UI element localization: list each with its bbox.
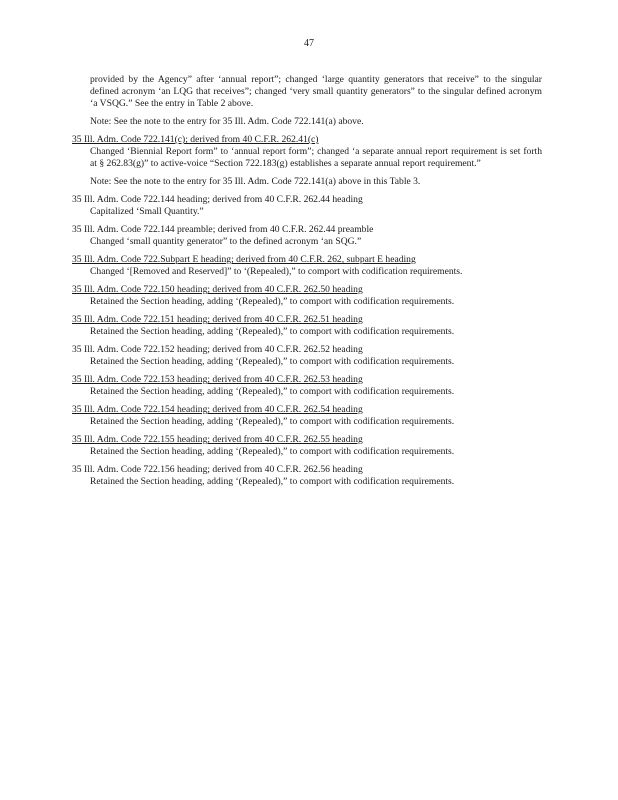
- table-entry: [72, 284, 542, 308]
- table-entry: [72, 464, 542, 488]
- entry-body: Retained the Section heading, adding ‘(Repealed),” to comport with codification requirements.: [90, 326, 455, 337]
- entry-heading: 35 Ill. Adm. Code 722.144 heading; derived from 40 C.F.R. 262.44 heading: [72, 194, 363, 205]
- intro-note: Note: See the note to the entry for 35 Ill. Adm. Code 722.141(a) above.: [90, 116, 364, 127]
- table-entry: [72, 344, 542, 368]
- intro-continuation: provided by the Agency” after ‘annual report”; changed ‘large quantity generators that receive” to the singular defined acronym ‘an LQG that receives”; changed ‘very small quantity generators” to the singular defined acronym ‘a VSQG.” See the entry in Table 2 above.: [90, 74, 542, 109]
- entry-body: Retained the Section heading, adding ‘(Repealed),” to comport with codification requirements.: [90, 446, 455, 457]
- table-entry: [72, 314, 542, 338]
- entry-note: Note: See the note to the entry for 35 Ill. Adm. Code 722.141(a) above in this Table 3.: [90, 176, 421, 187]
- entry-body: Changed ‘small quantity generator” to the defined acronym ‘an SQG.”: [90, 236, 362, 247]
- table-entry: [72, 224, 542, 248]
- entry-heading: 35 Ill. Adm. Code 722.153 heading; derived from 40 C.F.R. 262.53 heading: [72, 374, 363, 385]
- entry-heading: 35 Ill. Adm. Code 722.141(c); derived from 40 C.F.R. 262.41(c): [72, 134, 319, 145]
- entry-heading: 35 Ill. Adm. Code 722.152 heading; derived from 40 C.F.R. 262.52 heading: [72, 344, 363, 355]
- table-entry: [72, 194, 542, 218]
- page-content: [72, 74, 542, 488]
- intro-block: [90, 74, 542, 110]
- entry-body: Changed ‘[Removed and Reserved]” to ‘(Repealed),” to comport with codification requirements.: [90, 266, 463, 277]
- entry-heading: 35 Ill. Adm. Code 722.155 heading; derived from 40 C.F.R. 262.55 heading: [72, 434, 363, 445]
- entry-heading: 35 Ill. Adm. Code 722.150 heading; derived from 40 C.F.R. 262.50 heading: [72, 284, 363, 295]
- table-entry: [72, 254, 542, 278]
- table-entry: [72, 434, 542, 458]
- entry-body: Retained the Section heading, adding ‘(Repealed),” to comport with codification requirements.: [90, 296, 455, 307]
- entry-body: Capitalized ‘Small Quantity.”: [90, 206, 204, 217]
- table-entry: [72, 134, 542, 188]
- entry-heading: 35 Ill. Adm. Code 722.151 heading; derived from 40 C.F.R. 262.51 heading: [72, 314, 363, 325]
- entry-body: Retained the Section heading, adding ‘(Repealed),” to comport with codification requirements.: [90, 416, 455, 427]
- entry-heading: 35 Ill. Adm. Code 722.156 heading; derived from 40 C.F.R. 262.56 heading: [72, 464, 363, 475]
- entry-body: Retained the Section heading, adding ‘(Repealed),” to comport with codification requirements.: [90, 356, 455, 367]
- entry-heading: 35 Ill. Adm. Code 722.154 heading; derived from 40 C.F.R. 262.54 heading: [72, 404, 363, 415]
- table-entry: [72, 374, 542, 398]
- entry-body: Retained the Section heading, adding ‘(Repealed),” to comport with codification requirements.: [90, 476, 455, 487]
- page-number: 47: [304, 38, 314, 49]
- entry-body: Retained the Section heading, adding ‘(Repealed),” to comport with codification requirements.: [90, 386, 455, 397]
- entry-heading: 35 Ill. Adm. Code 722.144 preamble; derived from 40 C.F.R. 262.44 preamble: [72, 224, 374, 235]
- table-entry: [72, 404, 542, 428]
- entry-heading: 35 Ill. Adm. Code 722.Subpart E heading; derived from 40 C.F.R. 262, subpart E heading: [72, 254, 416, 265]
- entry-body: Changed ‘Biennial Report form” to ‘annual report form”; changed ‘a separate annual report requirement is set forth at § 262.83(g)” to active-voice “Section 722.183(g) establishes a separate annual report requirement.”: [90, 146, 542, 169]
